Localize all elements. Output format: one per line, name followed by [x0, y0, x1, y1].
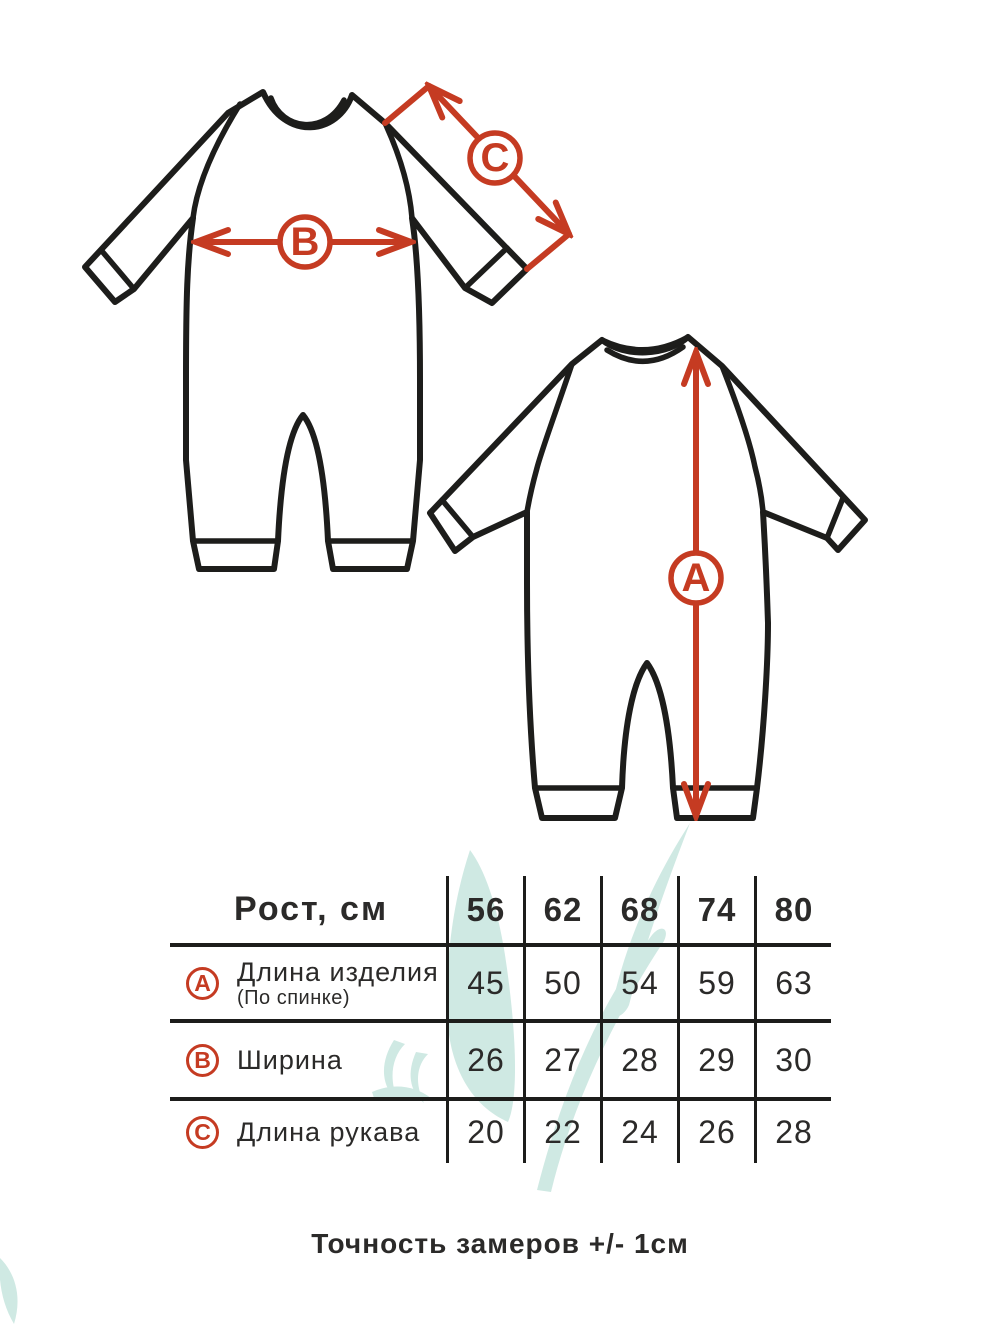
row-label-text: Длина рукава	[237, 1116, 421, 1147]
size-column-header: 62	[523, 876, 600, 943]
size-column-header: 74	[677, 876, 754, 943]
table-cell: 26	[446, 1019, 523, 1097]
table-cell: 59	[677, 943, 754, 1019]
table-header-height-label: Рост, см	[234, 890, 389, 928]
table-row-label-sleeve	[170, 1097, 446, 1163]
size-column-header: 56	[446, 876, 523, 943]
romper-back-outline	[430, 337, 865, 818]
measure-c-extension-top	[385, 86, 429, 123]
table-cell: 29	[677, 1019, 754, 1097]
table-cell: 22	[523, 1097, 600, 1163]
table-cell: 54	[600, 943, 677, 1019]
table-cell: 28	[754, 1097, 831, 1163]
measure-c-extension-bottom	[527, 234, 569, 269]
table-row-label-width	[170, 1019, 446, 1097]
table-cell: 20	[446, 1097, 523, 1163]
table-row-label-length	[170, 943, 446, 1019]
row-badge-c: C	[186, 1116, 219, 1149]
row-label-text: Длина изделия	[237, 956, 439, 987]
table-cell: 30	[754, 1019, 831, 1097]
size-column-header: 68	[600, 876, 677, 943]
table-cell: 50	[523, 943, 600, 1019]
row-badge-b: B	[186, 1044, 219, 1077]
romper-back-view-drawing	[430, 337, 865, 818]
table-cell: 45	[446, 943, 523, 1019]
measure-b-letter: B	[290, 220, 320, 264]
row-sublabel-text: (По спинке)	[237, 986, 351, 1009]
accuracy-note: Точность замеров +/- 1см	[311, 1228, 689, 1259]
size-column-header: 80	[754, 876, 831, 943]
table-cell: 63	[754, 943, 831, 1019]
size-table	[170, 876, 831, 1163]
table-cell: 24	[600, 1097, 677, 1163]
measure-a-letter: A	[681, 556, 711, 600]
table-cell: 26	[677, 1097, 754, 1163]
table-cell: 27	[523, 1019, 600, 1097]
row-label-text: Ширина	[237, 1044, 343, 1075]
measure-c-letter: C	[480, 136, 510, 180]
row-badge-a: A	[186, 967, 219, 1000]
table-cell: 28	[600, 1019, 677, 1097]
